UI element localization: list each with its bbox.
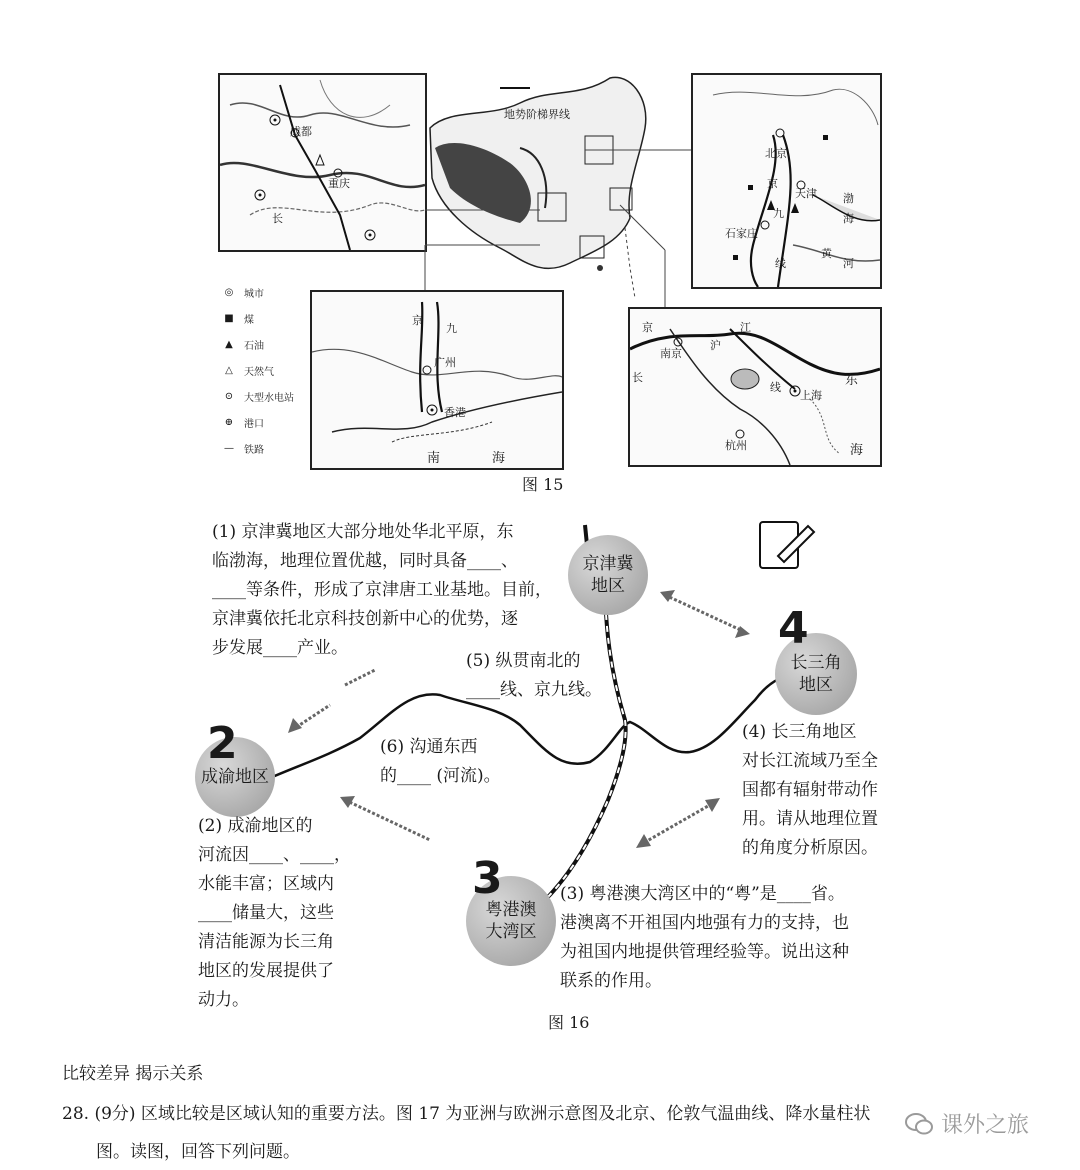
gas-icon: △: [225, 365, 233, 376]
region-number-2: 2: [207, 718, 238, 769]
label-chang: 长: [272, 212, 283, 225]
label-hongkong: 香港: [444, 406, 466, 419]
label-jing: 京: [767, 177, 778, 190]
railway-icon: —: [224, 443, 234, 454]
wechat-icon: [905, 1112, 933, 1136]
city-icon: ◎: [224, 287, 234, 298]
question-5: (5) 纵贯南北的 ____线、京九线。: [466, 651, 602, 700]
label-jing-yz: 京: [642, 321, 653, 334]
section-heading: 比较差异 揭示关系: [62, 1064, 204, 1084]
label-chengdu: 成都: [290, 125, 312, 138]
label-bo: 渤: [843, 192, 854, 205]
question-6: (6) 沟通东西 的____ (河流)。: [380, 737, 501, 786]
label-tianjin: 天津: [795, 187, 817, 200]
legend-gas: △ 天然气: [222, 363, 274, 378]
region-yuegangao: 粤港澳 大湾区: [466, 876, 556, 966]
label-jing-gd: 京: [412, 314, 423, 327]
label-beijing: 北京: [765, 147, 787, 160]
label-jiu-gd: 九: [446, 322, 457, 335]
label-xian-yz: 线: [770, 381, 781, 394]
label-nanjing: 南京: [660, 347, 682, 360]
region-chengyu: 成渝地区: [195, 737, 275, 817]
label-hu: 沪: [710, 339, 721, 352]
legend-port: ⊕ 港口: [222, 415, 264, 430]
label-dong: 东: [845, 373, 859, 388]
watermark-text: 课外之旅: [941, 1113, 1030, 1138]
legend-coal: ■ 煤: [222, 311, 254, 326]
coal-icon: ■: [224, 313, 234, 324]
label-hai: 海: [843, 212, 854, 225]
label-nan: 南: [427, 451, 441, 466]
label-terrain-boundary: 地势阶梯界线: [504, 108, 570, 121]
question-1: (1) 京津冀地区大部分地处华北平原，东 临渤海，地理位置优越，同时具备____、 ____等条件，形成了京津唐工业基地。目前， 京津冀依托北京科技创新中心的优势，逐 步发展____产业。: [212, 522, 552, 658]
label-guangzhou: 广州: [434, 356, 456, 369]
label-hai-east: 海: [850, 443, 864, 458]
question-3: (3) 粤港澳大湾区中的“粤”是____省。 港澳离不开祖国内地强有力的支持，也 为祖国内地提供管理经验等。说出这种 联系的作用。: [560, 884, 849, 991]
region-number-3: 3: [472, 853, 503, 904]
oil-icon: ▲: [225, 339, 233, 350]
region-changsanjiao: 长三角 地区: [775, 633, 857, 715]
label-huang: 黄: [821, 247, 832, 260]
legend-hydropower: ⊙ 大型水电站: [222, 389, 294, 404]
legend-oil: ▲ 石油: [222, 337, 264, 352]
question-4: (4) 长三角地区 对长江流域乃至全 国都有辐射带动作 用。请从地理位置 的角度分析原因。: [742, 722, 878, 858]
label-xian: 线: [775, 257, 786, 270]
label-jiang: 江: [740, 321, 751, 334]
label-hangzhou: 杭州: [725, 439, 747, 452]
region-jingjinji: 京津冀 地区: [568, 535, 648, 615]
label-chongqing: 重庆: [328, 177, 350, 190]
label-shijiazhuang: 石家庄: [725, 227, 758, 240]
port-icon: ⊕: [224, 417, 234, 428]
label-jiu: 九: [773, 207, 784, 220]
legend-railway: — 铁路: [224, 443, 264, 456]
figure-15-caption: 图 15: [522, 475, 564, 494]
figure-16-caption: 图 16: [548, 1013, 590, 1032]
inset-connector-lines: [0, 0, 1080, 500]
question-28-line-1: 28. (9分) 区域比较是区域认知的重要方法。图 17 为亚洲与欧洲示意图及北京、伦敦气温曲线、降水量柱状: [62, 1104, 871, 1124]
question-28-line-2: 图。读图，回答下列问题。: [96, 1142, 300, 1162]
hydropower-icon: ⊙: [224, 391, 234, 402]
question-2: (2) 成渝地区的 河流因____、____， 水能丰富；区域内 ____储量大，这些 清洁能源为长三角 地区的发展提供了 动力。: [198, 816, 351, 1010]
region-number-4: 4: [778, 603, 809, 654]
label-he: 河: [843, 257, 854, 270]
label-shanghai: 上海: [800, 389, 822, 402]
watermark: [905, 1108, 1029, 1139]
legend-city: ◎ 城市: [222, 285, 264, 300]
label-chang-yz: 长: [632, 371, 643, 384]
label-hai-south: 海: [492, 451, 506, 466]
